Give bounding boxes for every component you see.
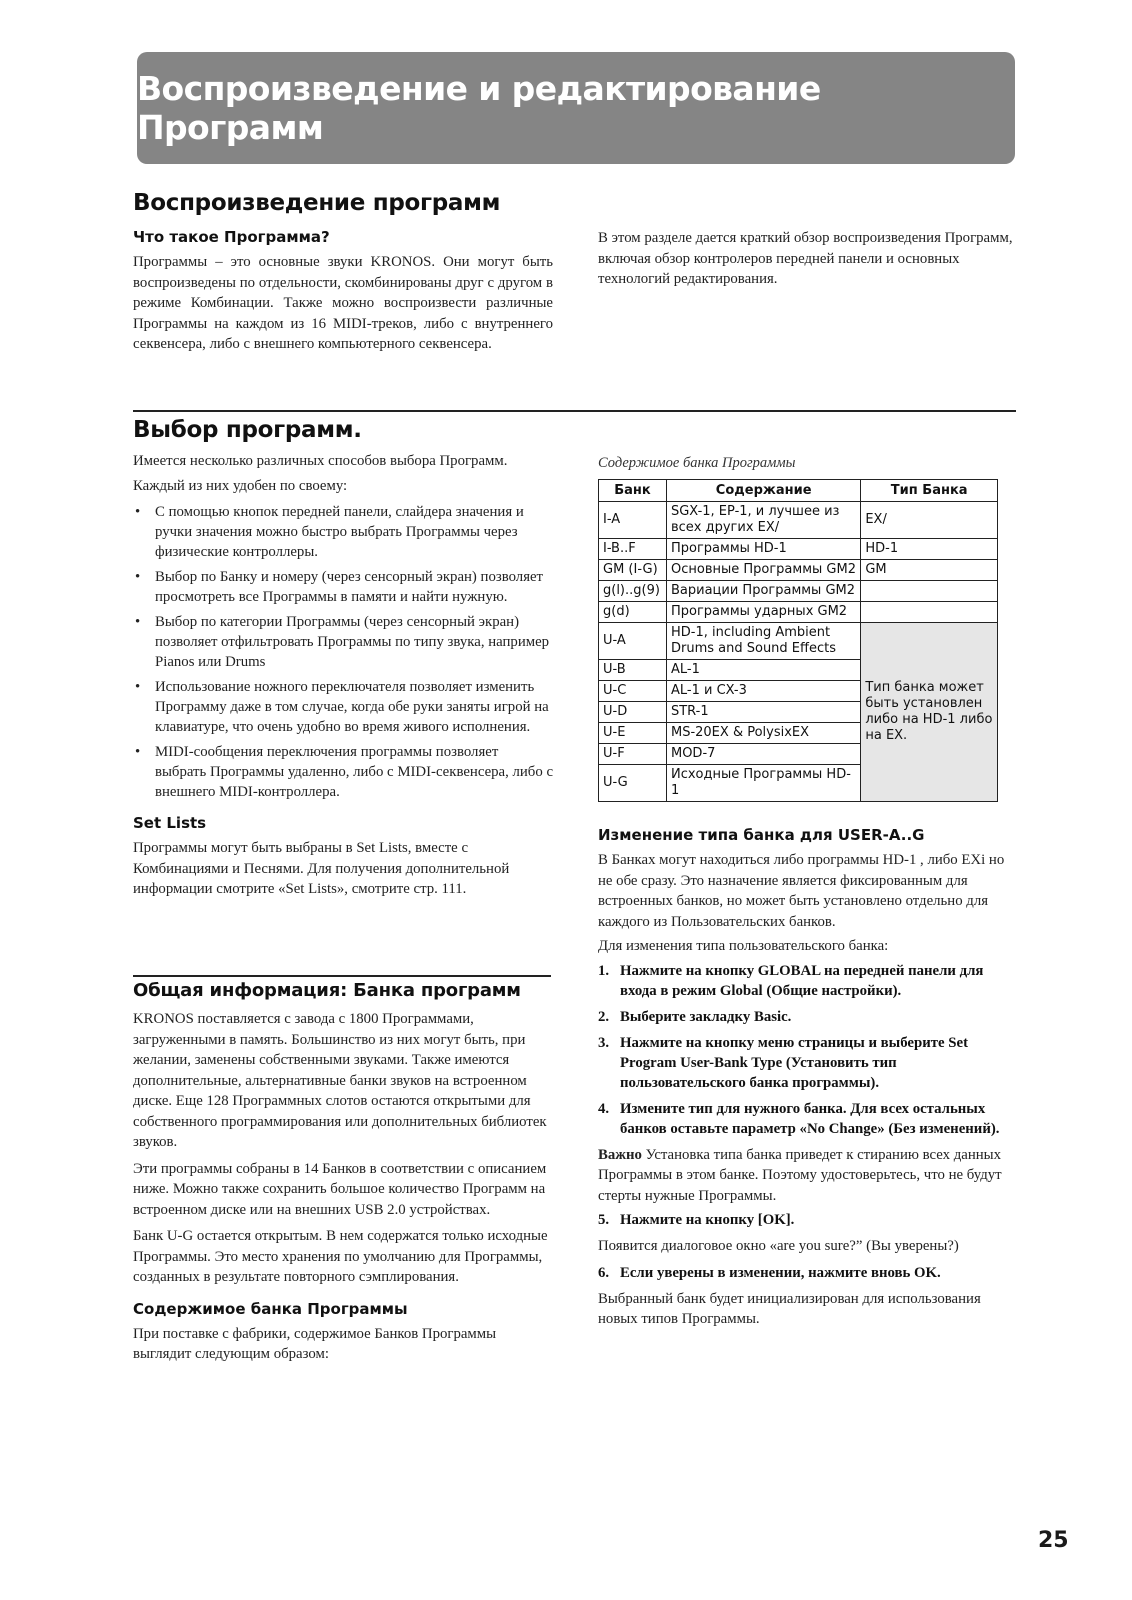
bank-cell: U-A xyxy=(599,623,667,660)
section-select-intro2: Каждый из них удобен по своему: xyxy=(133,477,348,494)
table-row xyxy=(599,539,998,560)
list-item: • С помощью кнопок передней панели, слайдера значения и ручки значения можно быстро выбрать Программы через физические контроллеры. xyxy=(133,502,553,562)
column-header: Банк xyxy=(599,480,667,502)
table-row xyxy=(599,623,998,660)
table-header-row xyxy=(599,480,998,502)
bank-contents-title: Содержимое банка Программы xyxy=(133,1299,408,1318)
bank-cell: U-D xyxy=(599,702,667,723)
section-play-right xyxy=(598,228,1018,290)
type-cell: GM xyxy=(861,560,998,581)
section-change-para2: Для изменения типа пользовательского банка: xyxy=(598,938,889,954)
bank-cell: I-A xyxy=(599,502,667,539)
table-row xyxy=(599,560,998,581)
column-header: Содержание xyxy=(666,480,860,502)
section-select xyxy=(133,417,553,900)
step-item: 2. Выберите закладку Basic. xyxy=(598,1008,792,1025)
list-item: • MIDI-сообщения переключения программы позволяет выбрать Программы удаленно, либо с MIDI-секвенсера, либо с внешнего MIDI-контроллера. xyxy=(133,742,553,802)
contents-cell: MS-20EX & PolysixEX xyxy=(666,723,860,744)
section-play-left xyxy=(133,190,553,355)
table-row xyxy=(599,502,998,539)
list-item: • Использование ножного переключателя позволяет изменить Программу даже в том случае, когда обе руки заняты игрой на клавиатуре, что очень удобно во время живого исполнения. xyxy=(133,677,553,737)
bank-cell: U-F xyxy=(599,744,667,765)
merged-type-note: Тип банка может быть установлен либо на HD-1 либо на EX. xyxy=(861,623,998,802)
contents-cell: Основные Программы GM2 xyxy=(666,560,860,581)
bank-cell: U-G xyxy=(599,765,667,802)
step-item: 3. Нажмите на кнопку меню страницы и выберите Set Program User-Bank Type (Установить тип пользовательского банка программы). xyxy=(598,1034,968,1091)
chapter-title: Воспроизведение и редактирование Программ xyxy=(137,69,821,147)
bank-contents-table xyxy=(598,479,998,802)
bank-cell: U-E xyxy=(599,723,667,744)
section-play-overview: В этом разделе дается краткий обзор воспроизведения Программ, включая обзор контролеров передней панели и основных технологий редактирования. xyxy=(598,230,1013,287)
bank-cell: I-B..F xyxy=(599,539,667,560)
contents-cell: SGX-1, EP-1, и лучшее из всех других EX/ xyxy=(666,502,860,539)
section-select-intro: Имеется несколько различных способов выбора Программ. xyxy=(133,453,508,469)
bank-cell: g(d) xyxy=(599,602,667,623)
contents-cell: HD-1, including Ambient Drums and Sound Effects xyxy=(666,623,860,660)
section-change-title: Изменение типа банка для USER-A..G xyxy=(598,826,925,844)
section-change-para1: В Банках могут находиться либо программы HD-1 , либо EXi но не обе сразу. Это назначение является фиксированным для встроенных банков, но может быть установлено отдельно для каждого из Пользовательских банков. xyxy=(598,852,1005,930)
contents-cell: AL-1 xyxy=(666,660,860,681)
steps-list xyxy=(598,1263,1011,1283)
section-play-subtitle: Что такое Программа? xyxy=(133,228,330,246)
section-change-para4: Выбранный банк будет инициализирован для использования новых типов Программы. xyxy=(598,1290,981,1327)
bank-cell: U-C xyxy=(599,681,667,702)
bank-contents-para: При поставке с фабрики, содержимое Банков Программы выглядит следующим образом: xyxy=(133,1325,497,1362)
type-cell: EX/ xyxy=(861,502,998,539)
bank-cell: U-B xyxy=(599,660,667,681)
contents-cell: Исходные Программы HD-1 xyxy=(666,765,860,802)
important-note xyxy=(598,1145,1011,1207)
list-item: • Выбор по Банку и номеру (через сенсорный экран) позволяет просмотреть все Программы в памяти и найти нужную. xyxy=(133,567,553,607)
section-divider xyxy=(133,410,1016,412)
contents-cell: STR-1 xyxy=(666,702,860,723)
section-banks-title: Общая информация: Банка программ xyxy=(133,980,521,1001)
section-change-bank-type xyxy=(598,826,1011,1330)
bank-table-caption: Содержимое банка Программы xyxy=(598,455,796,471)
section-banks-para3: Банк U-G остается открытым. В нем содержатся только исходные Программы. Это место хранения по умолчанию для Программы, созданных в результате повторного сэмплирования. xyxy=(133,1228,548,1285)
selection-methods-list xyxy=(133,502,553,802)
bank-cell: GM (I-G) xyxy=(599,560,667,581)
step-item: 4. Измените тип для нужного банка. Для всех остальных банков оставьте параметр «No Change» (Без изменений). xyxy=(598,1100,1000,1137)
contents-cell: AL-1 и CX-3 xyxy=(666,681,860,702)
section-play-paragraph: Программы – это основные звуки KRONOS. Они могут быть воспроизведены по отдельности, скомбинированы друг с другом в режиме Комбинации. Также можно воспроизвести различные Программы на каждом из 16 MIDI-треков, либо с внутреннего секвенсера, либо с внешнего компьютерного секвенсера. xyxy=(133,254,553,352)
type-cell xyxy=(861,602,998,623)
page-number: 25 xyxy=(1038,1528,1069,1553)
important-text: Установка типа банка приведет к стиранию всех данных Программы в этом банке. Поэтому удостоверьтесь, что не будут стерты нужные Программы. xyxy=(598,1146,1002,1204)
step-item: 5. Нажмите на кнопку [OK]. xyxy=(598,1212,795,1228)
chapter-banner xyxy=(137,52,1015,164)
contents-cell: Вариации Программы GM2 xyxy=(666,581,860,602)
section-banks-para2: Эти программы собраны в 14 Банков в соответствии с описанием ниже. Можно также сохранить большое количество Программ на встроенном диске или на внешних USB 2.0 устройствах. xyxy=(133,1160,547,1218)
section-play-title: Воспроизведение программ xyxy=(133,190,501,216)
section-change-para3: Появится диалоговое окно «are you sure?” (Вы уверены?) xyxy=(598,1238,959,1254)
step-item: 6. Если уверены в изменении, нажмите вновь OK. xyxy=(598,1264,941,1281)
section-banks-para1: KRONOS поставляется с завода с 1800 Программами, загруженными в память. Большинство из них могут быть, при желании, заменены собственными звуками. Также имеются дополнительные, альтернативные банки звуков на встроенном диске. Еще 128 Программных слотов остаются открытыми для собственного программирования или дополнительных библиотек звуков. xyxy=(133,1011,547,1150)
type-cell: HD-1 xyxy=(861,539,998,560)
contents-cell: Программы HD-1 xyxy=(666,539,860,560)
column-header: Тип Банка xyxy=(861,480,998,502)
setlists-title: Set Lists xyxy=(133,814,207,832)
setlists-paragraph: Программы могут быть выбраны в Set Lists, вместе с Комбинациями и Песнями. Для получения дополнительной информации смотрите «Set Lists», смотрите стр. 111. xyxy=(133,840,510,897)
contents-cell: MOD-7 xyxy=(666,744,860,765)
subsection-divider xyxy=(133,975,551,977)
contents-cell: Программы ударных GM2 xyxy=(666,602,860,623)
section-select-title: Выбор программ. xyxy=(133,417,362,443)
table-row xyxy=(599,602,998,623)
type-cell xyxy=(861,581,998,602)
bank-cell: g(l)..g(9) xyxy=(599,581,667,602)
list-item: • Выбор по категории Программы (через сенсорный экран) позволяет отфильтровать Программы по типу звука, например Pianos или Drums xyxy=(133,612,553,672)
section-banks xyxy=(133,980,553,1365)
important-label: Важно xyxy=(598,1146,642,1163)
step-item: 1. Нажмите на кнопку GLOBAL на передней панели для входа в режим Global (Общие настройки). xyxy=(598,962,984,999)
bank-table-block xyxy=(598,455,998,802)
steps-list xyxy=(598,961,1011,1139)
steps-list xyxy=(598,1210,1011,1230)
table-row xyxy=(599,581,998,602)
